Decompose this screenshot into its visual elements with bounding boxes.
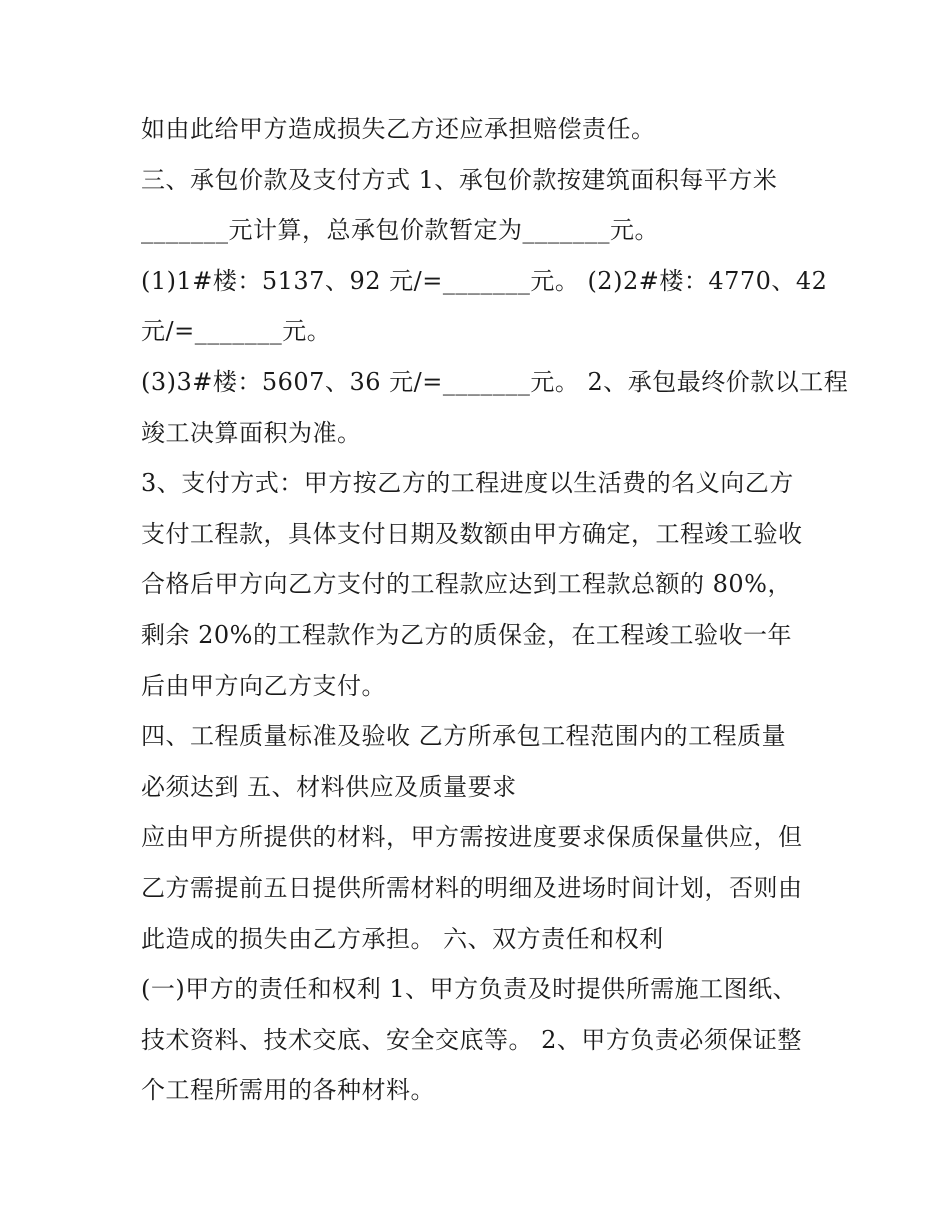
text-line: 应由甲方所提供的材料，甲方需按进度要求保质保量供应，但 — [141, 823, 803, 852]
text-line: 此造成的损失由乙方承担。 六、双方责任和权利 — [141, 924, 664, 953]
text-line: (1)1#楼：5137、92 元/=_______元。 (2)2#楼：4770、42 — [141, 266, 828, 295]
text-line: 元/=_______元。 — [141, 317, 332, 346]
text-line: 乙方需提前五日提供所需材料的明细及进场时间计划，否则由 — [141, 873, 803, 902]
text-line: 技术资料、技术交底、安全交底等。 2、甲方负责必须保证整 — [141, 1025, 802, 1054]
contract-text — [141, 108, 849, 1120]
text-line: 必须达到 五、材料供应及质量要求 — [141, 772, 517, 801]
text-line: 三、承包价款及支付方式 1、承包价款按建筑面积每平方米 — [141, 165, 778, 194]
text-line: (3)3#楼：5607、36 元/=_______元。 2、承包最终价款以工程 — [141, 367, 849, 396]
text-line: 四、工程质量标准及验收 乙方所承包工程范围内的工程质量 — [141, 722, 787, 751]
text-line: 如由此给甲方造成损失乙方还应承担赔偿责任。 — [141, 115, 656, 143]
text-line: _______元计算，总承包价款暂定为_______元。 — [141, 216, 659, 245]
text-line: 合格后甲方向乙方支付的工程款应达到工程款总额的 80%， — [141, 570, 792, 599]
text-line: 剩余 20%的工程款作为乙方的质保金，在工程竣工验收一年 — [141, 620, 792, 649]
text-line: 个工程所需用的各种材料。 — [141, 1076, 435, 1105]
text-line: 支付工程款，具体支付日期及数额由甲方确定，工程竣工验收 — [141, 519, 803, 548]
text-line: 竣工决算面积为准。 — [141, 418, 362, 447]
text-line: 3、支付方式：甲方按乙方的工程进度以生活费的名义向乙方 — [141, 469, 794, 498]
text-line: (一)甲方的责任和权利 1、甲方负责及时提供所需施工图纸、 — [141, 975, 798, 1004]
text-line: 后由甲方向乙方支付。 — [141, 671, 386, 700]
